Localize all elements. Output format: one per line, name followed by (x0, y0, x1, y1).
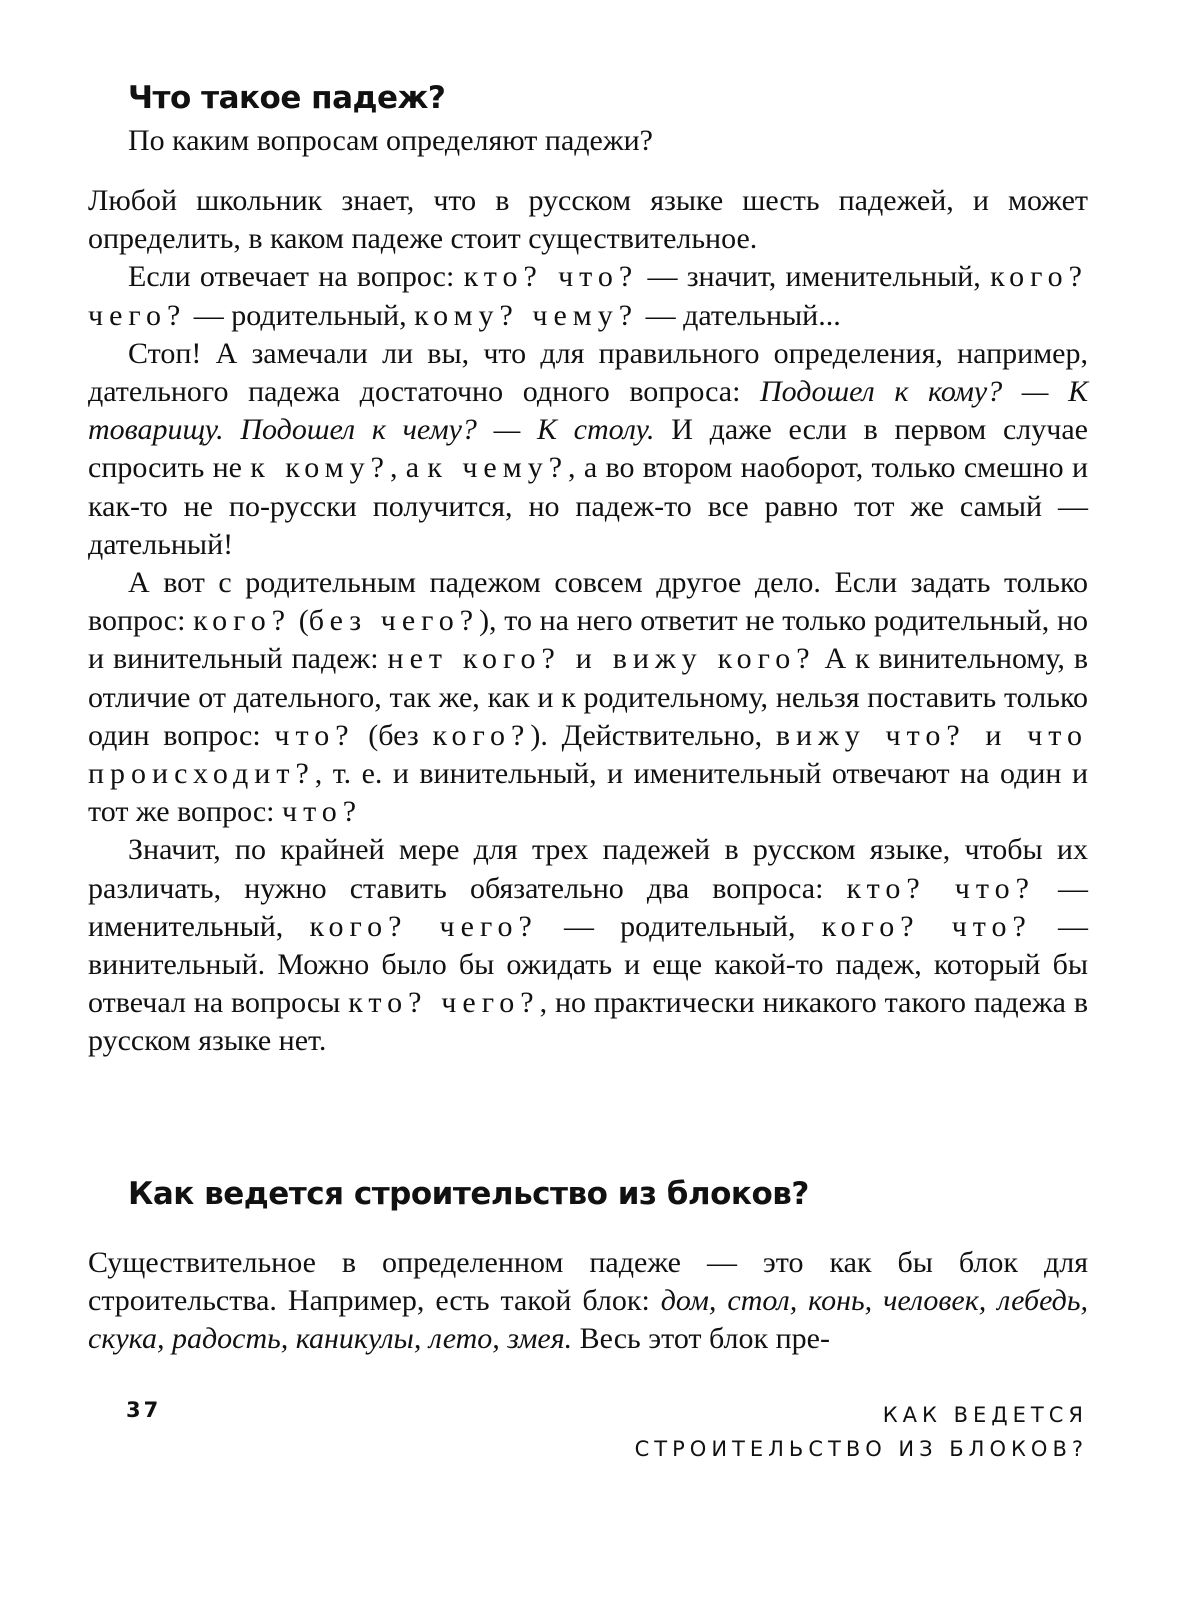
text: А к винительному, в отличие от дательного, так же, как и к родительному, нельзя поставить только один вопрос: (88, 642, 1088, 752)
question-spaced: кого? чего? (309, 909, 538, 943)
section-title-blocks: Как ведется строительство из блоков? (128, 1176, 809, 1212)
question-spaced: кого? (432, 718, 531, 752)
text: А вот с родительным падежом совсем другое дело. Если задать только вопрос: (88, 566, 1088, 638)
text: , а во втором наоборот, только смешно и как-то не по-русски получится, но падеж-то все равно тот же самый — дательный! (88, 451, 1089, 561)
text: — винительный. Можно было бы ожидать и еще какой-то падеж, который бы отвечал на вопросы (88, 909, 1089, 1020)
running-head-line: КАК ВЕДЕТСЯ (882, 1403, 1088, 1427)
question-spaced: к кому? (250, 451, 390, 485)
text: — дательный... (638, 298, 841, 332)
example-italic: Подошел к кому? — К товарищу. Подошел к чему? — К столу. (88, 375, 1088, 447)
running-head (635, 1398, 1088, 1466)
page-number: 37 (126, 1398, 162, 1422)
text: , а (389, 451, 428, 485)
question-spaced: нет кого? и вижу кого? (387, 642, 816, 676)
question-spaced: кого? чего? (88, 260, 1088, 332)
text: И даже если в первом случае спросить не (88, 413, 1088, 485)
text: Стоп! А замечали ли вы, что для правильного определения, например, дательного падежа достаточно одного вопроса: (88, 336, 1088, 409)
question-spaced: вижу что? и что происходит? (88, 718, 1089, 791)
text: , т. е. и винительный, и именительный отвечают на один и тот же вопрос: (88, 757, 1088, 829)
question-spaced: кому? чему? (414, 298, 639, 332)
text: ( (291, 604, 309, 638)
question-spaced: кого? (193, 604, 292, 638)
text: ). Действительно, (530, 718, 776, 752)
paragraph (88, 564, 1088, 831)
example-italic: дом, стол, конь, человек, лебедь, скука, радость, каникулы, лето, змея. (88, 1284, 1088, 1356)
question-spaced: к чему? (427, 451, 569, 485)
text: Весь этот блок пре- (572, 1322, 830, 1356)
question-spaced: кто? что? (463, 260, 639, 294)
running-head-line: СТРОИТЕЛЬСТВО ИЗ БЛОКОВ? (634, 1437, 1088, 1461)
question-spaced: без чего? (308, 604, 480, 638)
paragraph: Любой школьник знает, что в русском языке шесть падежей, и может определить, в каком падеже стоит существительное. (88, 184, 1088, 256)
question-spaced: кого? что? (821, 909, 1032, 943)
paragraph (88, 831, 1088, 1060)
question-spaced: кто? что? (846, 871, 1035, 905)
question-spaced: что? (274, 718, 355, 752)
text: ), то на него ответит не только родительный, но и винительный падеж: (88, 604, 1088, 676)
paragraph (88, 335, 1088, 564)
section-body-blocks (88, 1244, 1088, 1359)
paragraph (88, 258, 1088, 334)
question-spaced: что? (282, 795, 363, 829)
question-spaced: кто? чего? (348, 986, 540, 1020)
text: — родительный, (537, 909, 822, 943)
text: Существительное в определенном падеже — это как бы блок для строительства. Например, есть такой блок: (88, 1246, 1088, 1318)
text: , но практически никакого такого падежа в русском языке нет. (88, 986, 1088, 1058)
section-body-case (88, 182, 1088, 1061)
text: — значит, именительный, (638, 260, 991, 294)
paragraph (88, 1244, 1088, 1359)
text: Если отвечает на вопрос: (128, 260, 464, 294)
section-title-case: Что такое падеж? (128, 80, 446, 116)
section-subtitle: По каким вопросам определяют падежи? (128, 124, 653, 157)
text: — родительный, (186, 298, 415, 332)
text: Значит, по крайней мере для трех падежей в русском языке, чтобы их различать, нужно ставить обязательно два вопроса: (88, 833, 1088, 905)
text: (без (354, 718, 433, 752)
text: — именительный, (88, 871, 1089, 943)
